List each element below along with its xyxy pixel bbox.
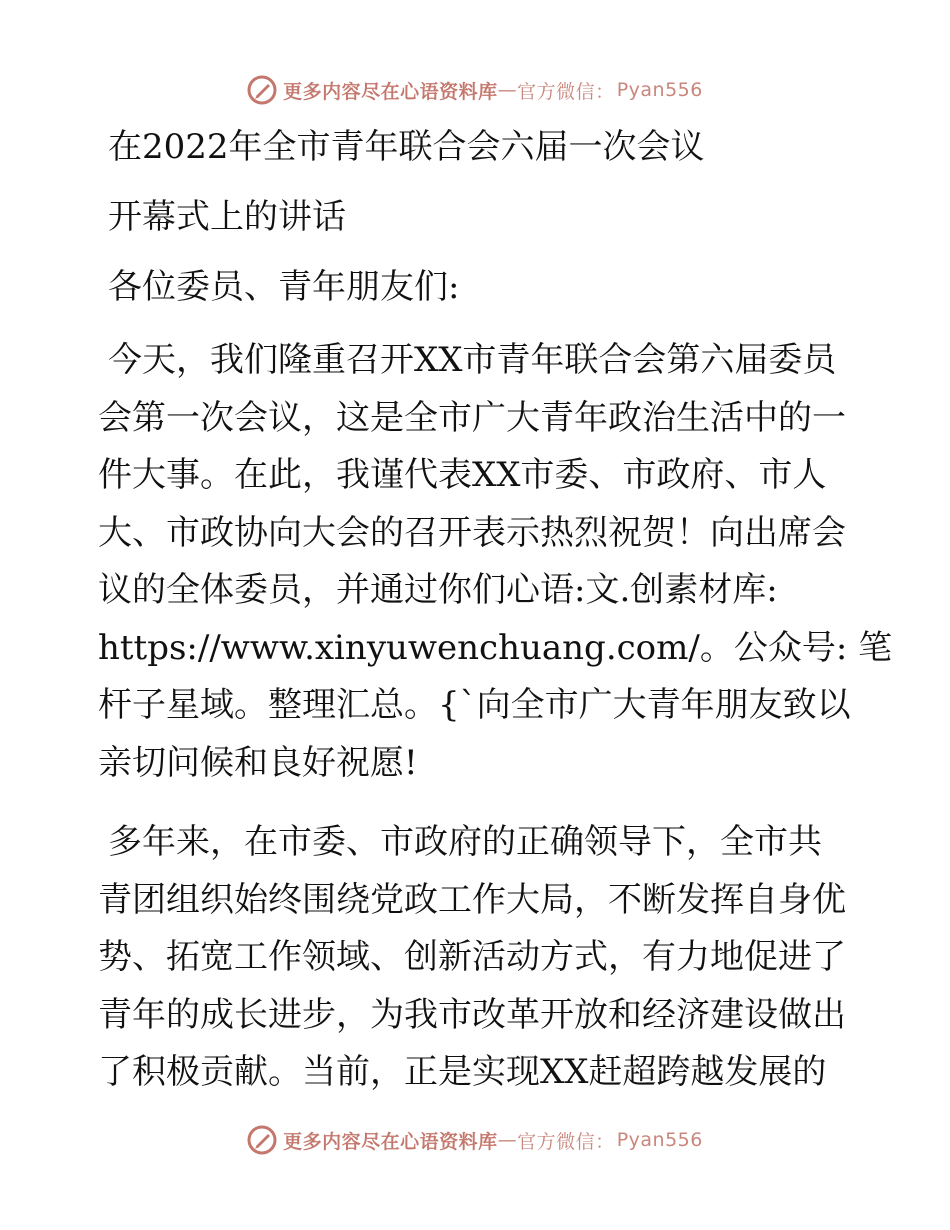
paragraph-line: 青团组织始终围绕党政工作大局，不断发挥自身优 xyxy=(98,879,846,920)
paragraph-line: 青年的成长进步，为我市改革开放和经济建设做出 xyxy=(98,994,846,1035)
document-body xyxy=(98,122,893,1124)
watermark-brand-text: 更多内容尽在心语资料库 xyxy=(283,1130,498,1153)
paragraph-2 xyxy=(98,814,858,1102)
watermark-wechat-label: 官方微信： xyxy=(517,80,615,103)
paragraph-line: 势、拓宽工作领域、创新活动方式，有力地促进了 xyxy=(98,937,846,977)
watermark-wechat-id: Pyan556 xyxy=(616,1129,703,1151)
paragraph-line: 今天，我们隆重召开XX市青年联合会第六届委员 xyxy=(108,340,837,380)
quill-pen-circle-icon xyxy=(247,1125,277,1155)
paragraph-line: https://www.xinyuwenchuang.com/。公众号: 笔 xyxy=(98,627,893,668)
paragraph-1 xyxy=(98,332,893,792)
watermark-dash: — xyxy=(497,79,518,101)
salutation: 各位委员、青年朋友们: xyxy=(108,267,460,307)
paragraph-line: 大、市政协向大会的召开表示热烈祝贺！向出席会 xyxy=(98,512,846,553)
paragraph-line: 件大事。在此，我谨代表XX市委、市政府、市人 xyxy=(98,455,827,495)
document-title-line-2: 开幕式上的讲话 xyxy=(108,197,346,237)
paragraph-line: 杆子星域。整理汇总。{`向全市广大青年朋友致以 xyxy=(98,685,851,725)
watermark-wechat-id: Pyan556 xyxy=(616,79,703,101)
paragraph-line: 亲切问候和良好祝愿! xyxy=(98,742,418,783)
document-title-line-1: 在2022年全市青年联合会六届一次会议 xyxy=(108,127,705,167)
header-watermark xyxy=(0,70,950,110)
paragraph-line: 多年来，在市委、市政府的正确领导下，全市共 xyxy=(108,822,822,862)
paragraph-line: 会第一次会议，这是全市广大青年政治生活中的一 xyxy=(98,397,846,438)
paragraph-line: 了积极贡献。当前，正是实现XX赶超跨越发展的 xyxy=(98,1052,827,1092)
watermark-dash: — xyxy=(497,1129,518,1151)
watermark-brand-text: 更多内容尽在心语资料库 xyxy=(283,80,498,103)
footer-watermark xyxy=(0,1120,950,1160)
quill-pen-circle-icon xyxy=(247,75,277,105)
paragraph-line: 议的全体委员，并通过你们心语:文.创素材库: xyxy=(98,570,778,610)
watermark-wechat-label: 官方微信： xyxy=(517,1130,615,1153)
